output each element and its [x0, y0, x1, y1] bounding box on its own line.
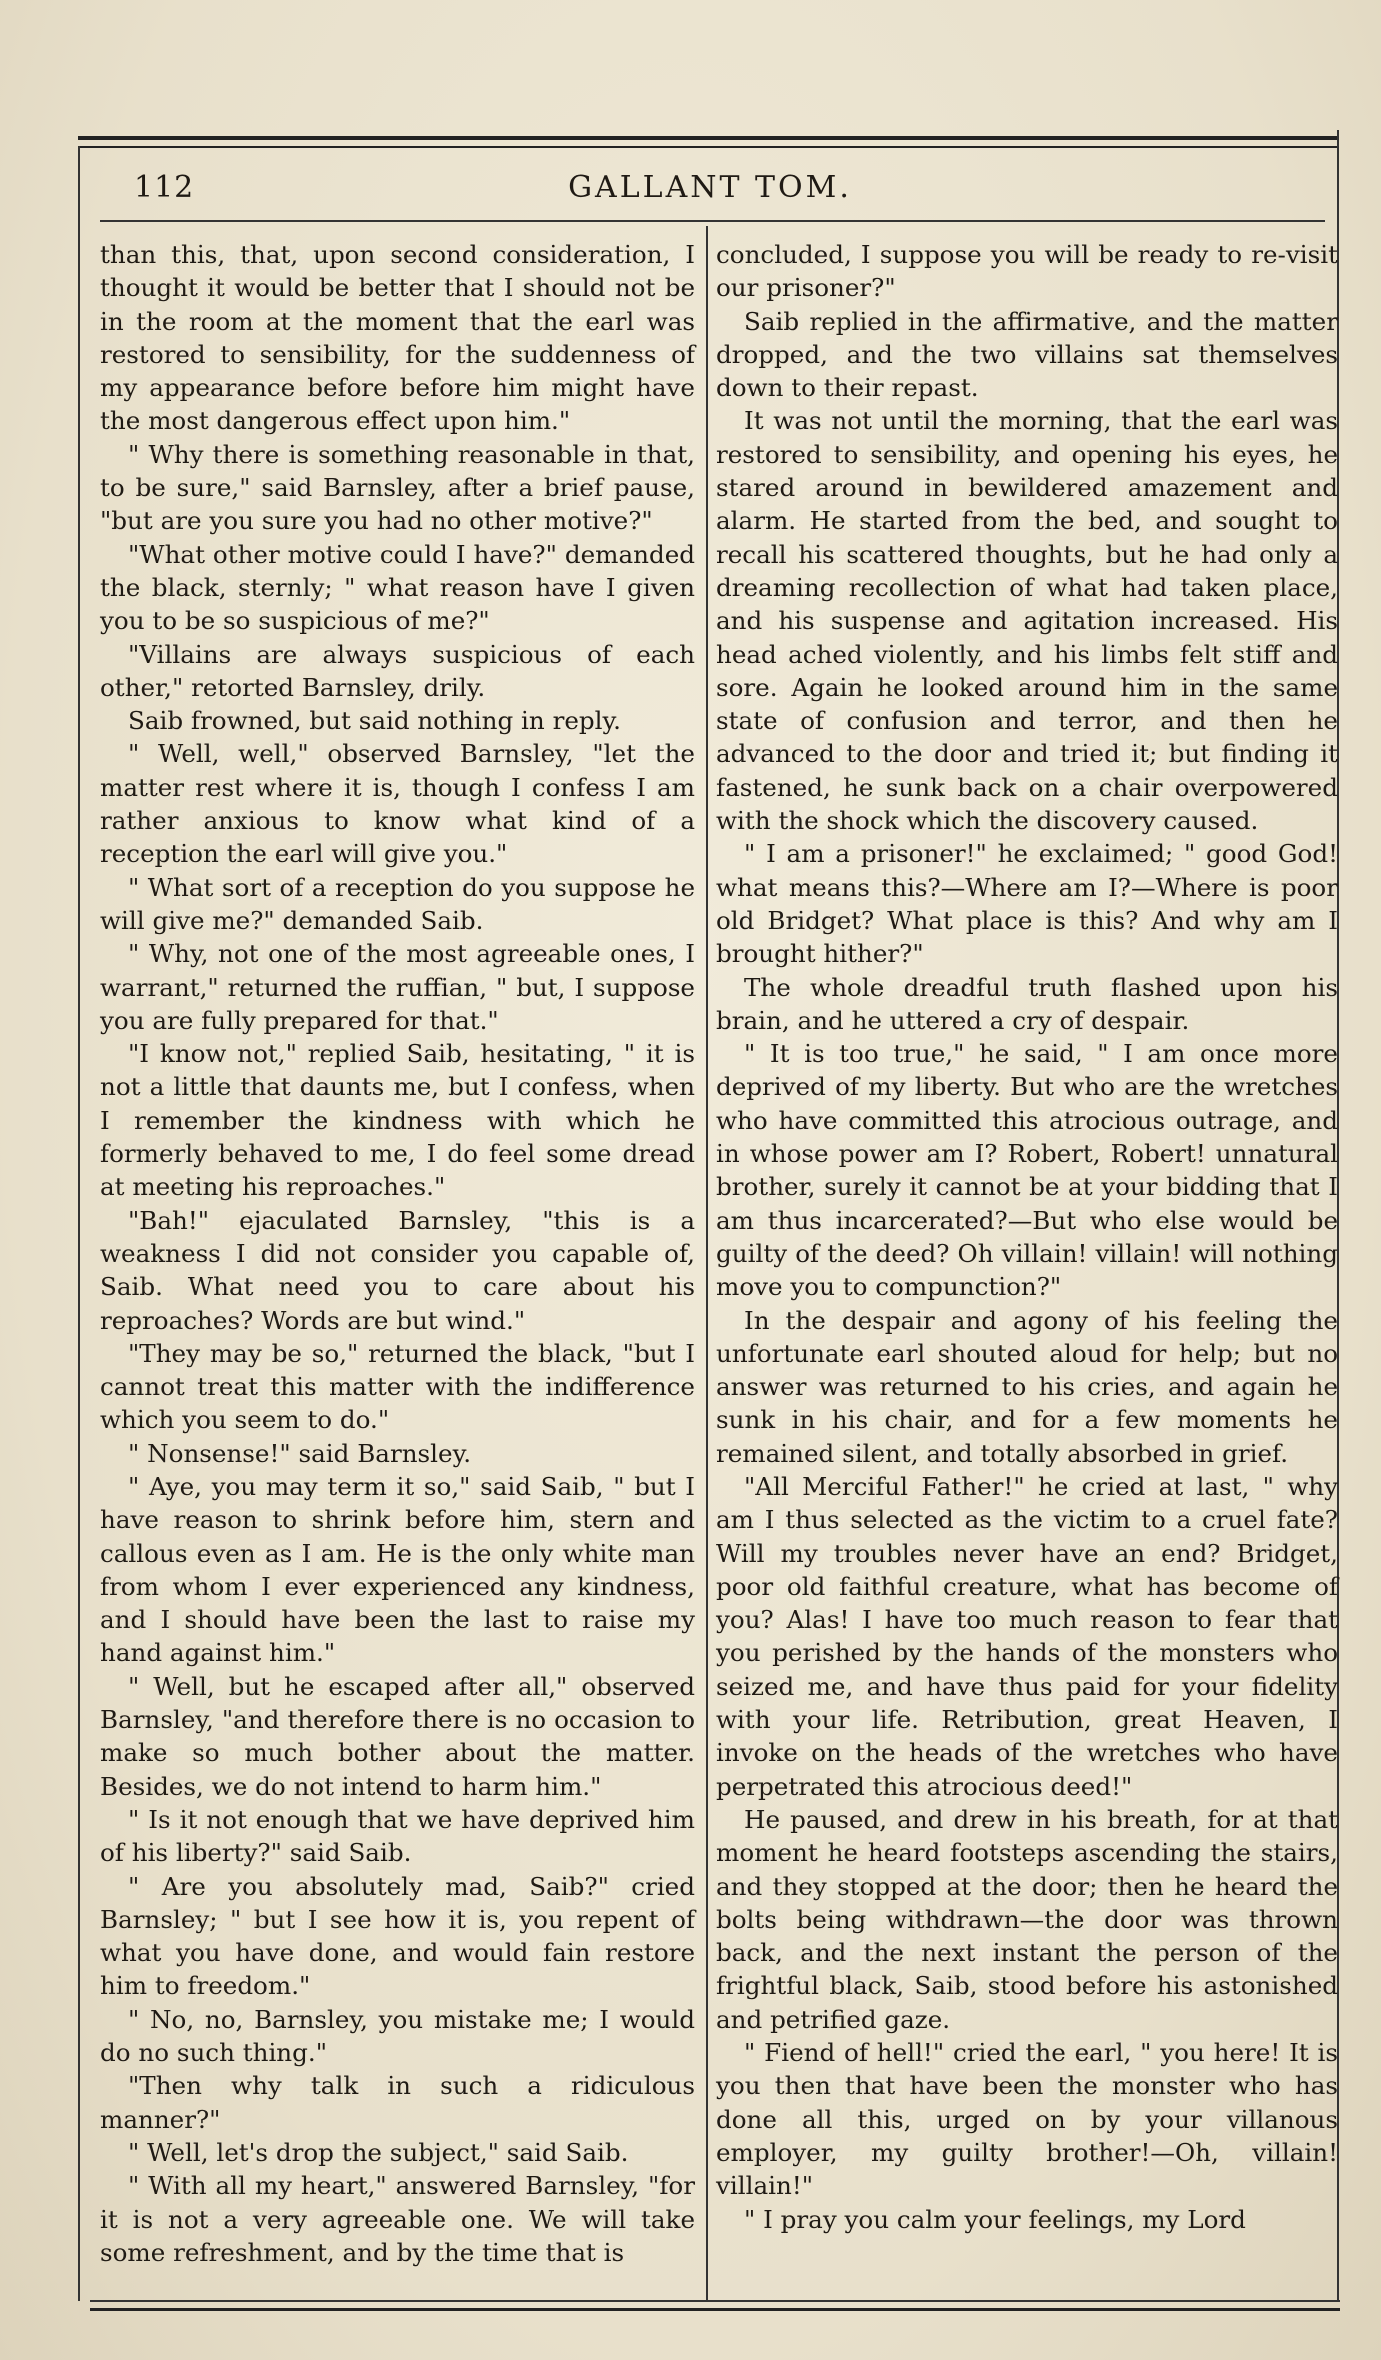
page-number: 112 [134, 170, 195, 205]
paragraph: " I am a prisoner!" he exclaimed; " good God! what means this?—Where am I?—Where is poor old Bridget? What place is this? And why am I brought hither?" [716, 839, 1338, 969]
paragraph: The whole dreadful truth flashed upon his brain, and he uttered a cry of despair. [716, 972, 1338, 1035]
paragraph: " It is too true," he said, " I am once more deprived of my liberty. But who are the wretches who have committed this atrocious outrage, and in whose power am I? Robert, Robert! unnatural brother, surely it cannot be at your bidding that I am thus incarcerated?—But who else would be guilty of the deed? Oh villain! villain! will nothing move you to compunction?" [716, 1039, 1338, 1302]
paragraph: " Are you absolutely mad, Saib?" cried Barnsley; " but I see how it is, you repent of what you have done, and would fain restore him to freedom." [100, 1871, 695, 2001]
paragraph: " Well, well," observed Barnsley, "let the matter rest where it is, though I confess I am rather anxious to know what kind of a reception the earl will give you." [100, 739, 695, 869]
paragraph: "Bah!" ejaculated Barnsley, "this is a weakness I did not consider you capable of, Saib. What need you to care about his reproaches? Words are but wind." [100, 1205, 695, 1335]
paragraph: In the despair and agony of his feeling the unfortunate earl shouted aloud for help; but no answer was returned to his cries, and again he sunk in his chair, and for a few moments he remained silent, and totally absorbed in grief. [716, 1305, 1338, 1468]
paragraph: " Well, let's drop the subject," said Saib. [128, 2137, 629, 2167]
paragraph: "All Merciful Father!" he cried at last, " why am I thus selected as the victim to a cruel fate? Will my troubles never have an end? Bridget, poor old faithful creature, what has become of you? Alas! I have too much reason to fear that you perished by the hands of the monsters who seized me, and have thus paid for your fidelity with your life. Retribution, great Heaven, I invoke on the heads of the wretches who have perpetrated this atrocious deed!" [716, 1471, 1338, 1801]
column-divider [706, 226, 708, 2300]
paragraph: It was not until the morning, that the earl was restored to sensibility, and opening his eyes, he stared around in bewildered amazement and alarm. He started from the bed, and sought to recall his scattered thoughts, but he had only a dreaming recollection of what had taken place, and his suspense and agitation increased. His head ached violently, and his limbs felt stiff and sore. Again he looked around him in the same state of confusion and terror, and then he advanced to the door and tried it; but finding it fastened, he sunk back on a chair overpowered with the shock which the discovery caused. [716, 406, 1338, 836]
paragraph: "Villains are always suspicious of each other," retorted Barnsley, drily. [100, 639, 695, 702]
bottom-rule-thick [90, 2308, 1340, 2311]
paragraph: "Then why talk in such a ridiculous manner?" [100, 2071, 695, 2134]
top-rule-thick [78, 136, 1338, 140]
paragraph: " I pray you calm your feelings, my Lord [744, 2204, 1246, 2234]
paragraph: " With all my heart," answered Barnsley, "for it is not a very agreeable one. We will take some refreshment, and by the time that is [100, 2171, 695, 2267]
paragraph: than this, that, upon second consideration, I thought it would be better that I should not be in the room at the moment that the earl was restored to sensibility, for the suddenness of my appearance before before him might have the most dangerous effect upon him." [100, 240, 695, 436]
paragraph: " Why there is something reasonable in that, to be sure," said Barnsley, after a brief pause, "but are you sure you had no other motive?" [100, 439, 695, 536]
paragraph: " No, no, Barnsley, you mistake me; I would do no such thing." [100, 2004, 695, 2068]
running-title: GALLANT TOM. [568, 170, 852, 205]
paragraph: " What sort of a reception do you suppose he will give me?" demanded Saib. [100, 872, 695, 935]
header-rule [100, 220, 1325, 222]
paragraph: He paused, and drew in his breath, for at that moment he heard footsteps ascending the stairs, and they stopped at the door; then he heard the bolts being withdrawn—the door was thrown back, and the next instant the person of the frightful black, Saib, stood before his astonished and petrified gaze. [716, 1804, 1338, 2034]
page-header [90, 170, 1330, 210]
bottom-rule-thin [90, 2300, 1340, 2302]
paragraph: Saib frowned, but said nothing in reply. [128, 706, 621, 736]
right-text-column [716, 238, 1338, 2236]
paragraph: concluded, I suppose you will be ready to re-visit our prisoner?" [716, 240, 1338, 303]
paragraph: "They may be so," returned the black, "but I cannot treat this matter with the indifference which you seem to do." [100, 1338, 695, 1435]
paragraph: " Why, not one of the most agreeable ones, I warrant," returned the ruffian, " but, I suppose you are fully prepared for that." [100, 939, 695, 1035]
paragraph: Saib replied in the affirmative, and the matter dropped, and the two villains sat themselves down to their repast. [716, 306, 1338, 403]
left-text-column [100, 238, 695, 2269]
left-border-rule [78, 146, 80, 2301]
paragraph: " Aye, you may term it so," said Saib, " but I have reason to shrink before him, stern and callous even as I am. He is the only white man from whom I ever experienced any kindness, and I should have been the last to raise my hand against him." [100, 1471, 695, 1668]
paragraph: " Fiend of hell!" cried the earl, " you here! It is you then that have been the monster who has done all this, urged on by your villanous employer, my guilty brother!—Oh, villain! villain!" [716, 2038, 1338, 2201]
paragraph: " Well, but he escaped after all," observed Barnsley, "and therefore there is no occasion to make so much bother about the matter. Besides, we do not intend to harm him." [100, 1671, 695, 1801]
paragraph: " Is it not enough that we have deprived him of his liberty?" said Saib. [100, 1804, 695, 1868]
top-rule-thin [78, 146, 1338, 148]
paragraph: " Nonsense!" said Barnsley. [128, 1438, 472, 1468]
paragraph: "I know not," replied Saib, hesitating, " it is not a little that daunts me, but I confess, when I remember the kindness with which he formerly behaved to me, I do feel some dread at meeting his reproaches." [100, 1039, 695, 1202]
paragraph: "What other motive could I have?" demanded the black, sternly; " what reason have I given you to be so suspicious of me?" [100, 539, 695, 636]
